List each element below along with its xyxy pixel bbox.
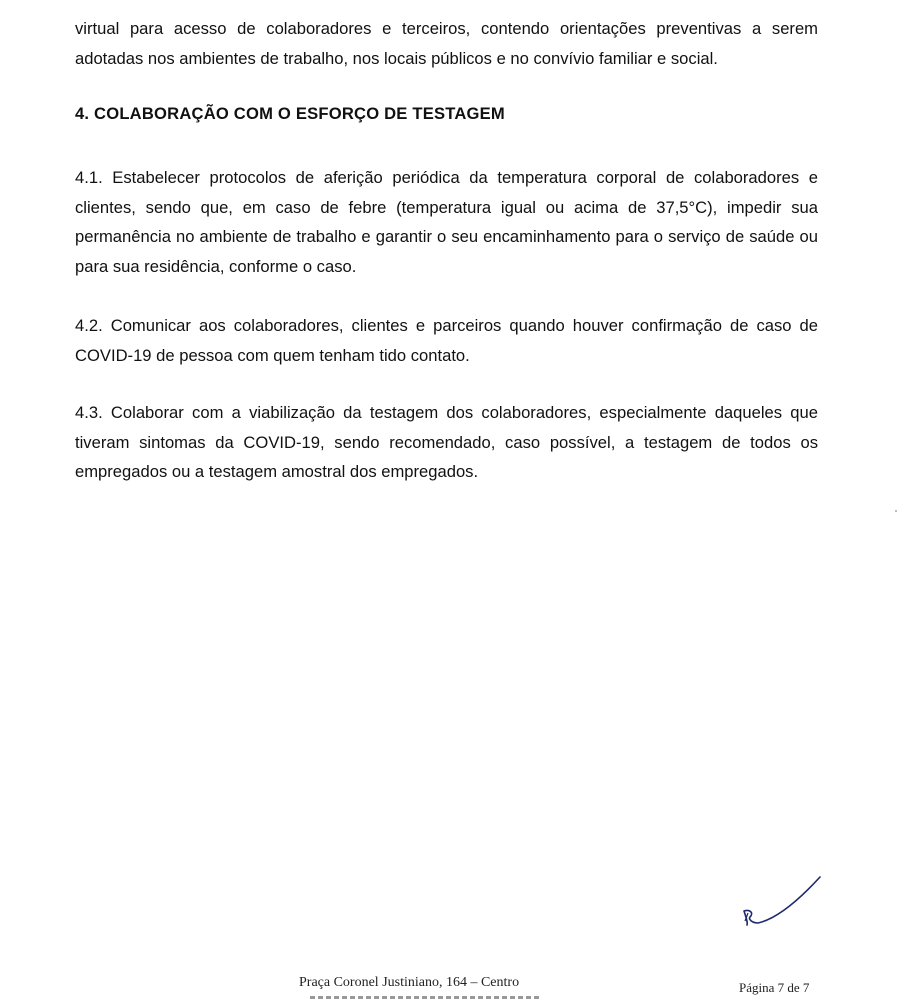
scan-speck [895,510,897,512]
intro-paragraph: virtual para acesso de colaboradores e terceiros, contendo orientações preventivas a serem adotadas nos ambientes de trabalho, nos locais públicos e no convívio familiar e social. [75,19,818,68]
footer-cut-line [310,993,540,1000]
footer-address: Praça Coronel Justiniano, 164 – Centro [299,975,520,990]
section-heading: 4. COLABORAÇÃO COM O ESFORÇO DE TESTAGEM [75,104,505,123]
paragraph-4-3: 4.3. Colaborar com a viabilização da testagem dos colaboradores, especialmente daqueles que tiveram sintomas da COVID-19, sendo recomendado, caso possível, a testagem de todos os empregados ou a testagem amostral dos empregados. [75,403,818,481]
footer-page-number: Página 7 de 7 [739,980,810,995]
paragraph-4-2: 4.2. Comunicar aos colaboradores, clientes e parceiros quando houver confirmação de caso de COVID-19 de pessoa com quem tenham tido contato. [75,316,818,365]
paragraph-4-1: 4.1. Estabelecer protocolos de aferição periódica da temperatura corporal de colaboradores e clientes, sendo que, em caso de febre (temperatura igual ou acima de 37,5°C), impedir sua permanência no ambiente de trabalho e garantir o seu encaminhamento para o serviço de saúde ou para sua residência, conforme o caso. [75,168,818,276]
handwritten-initials-mark [736,873,826,933]
